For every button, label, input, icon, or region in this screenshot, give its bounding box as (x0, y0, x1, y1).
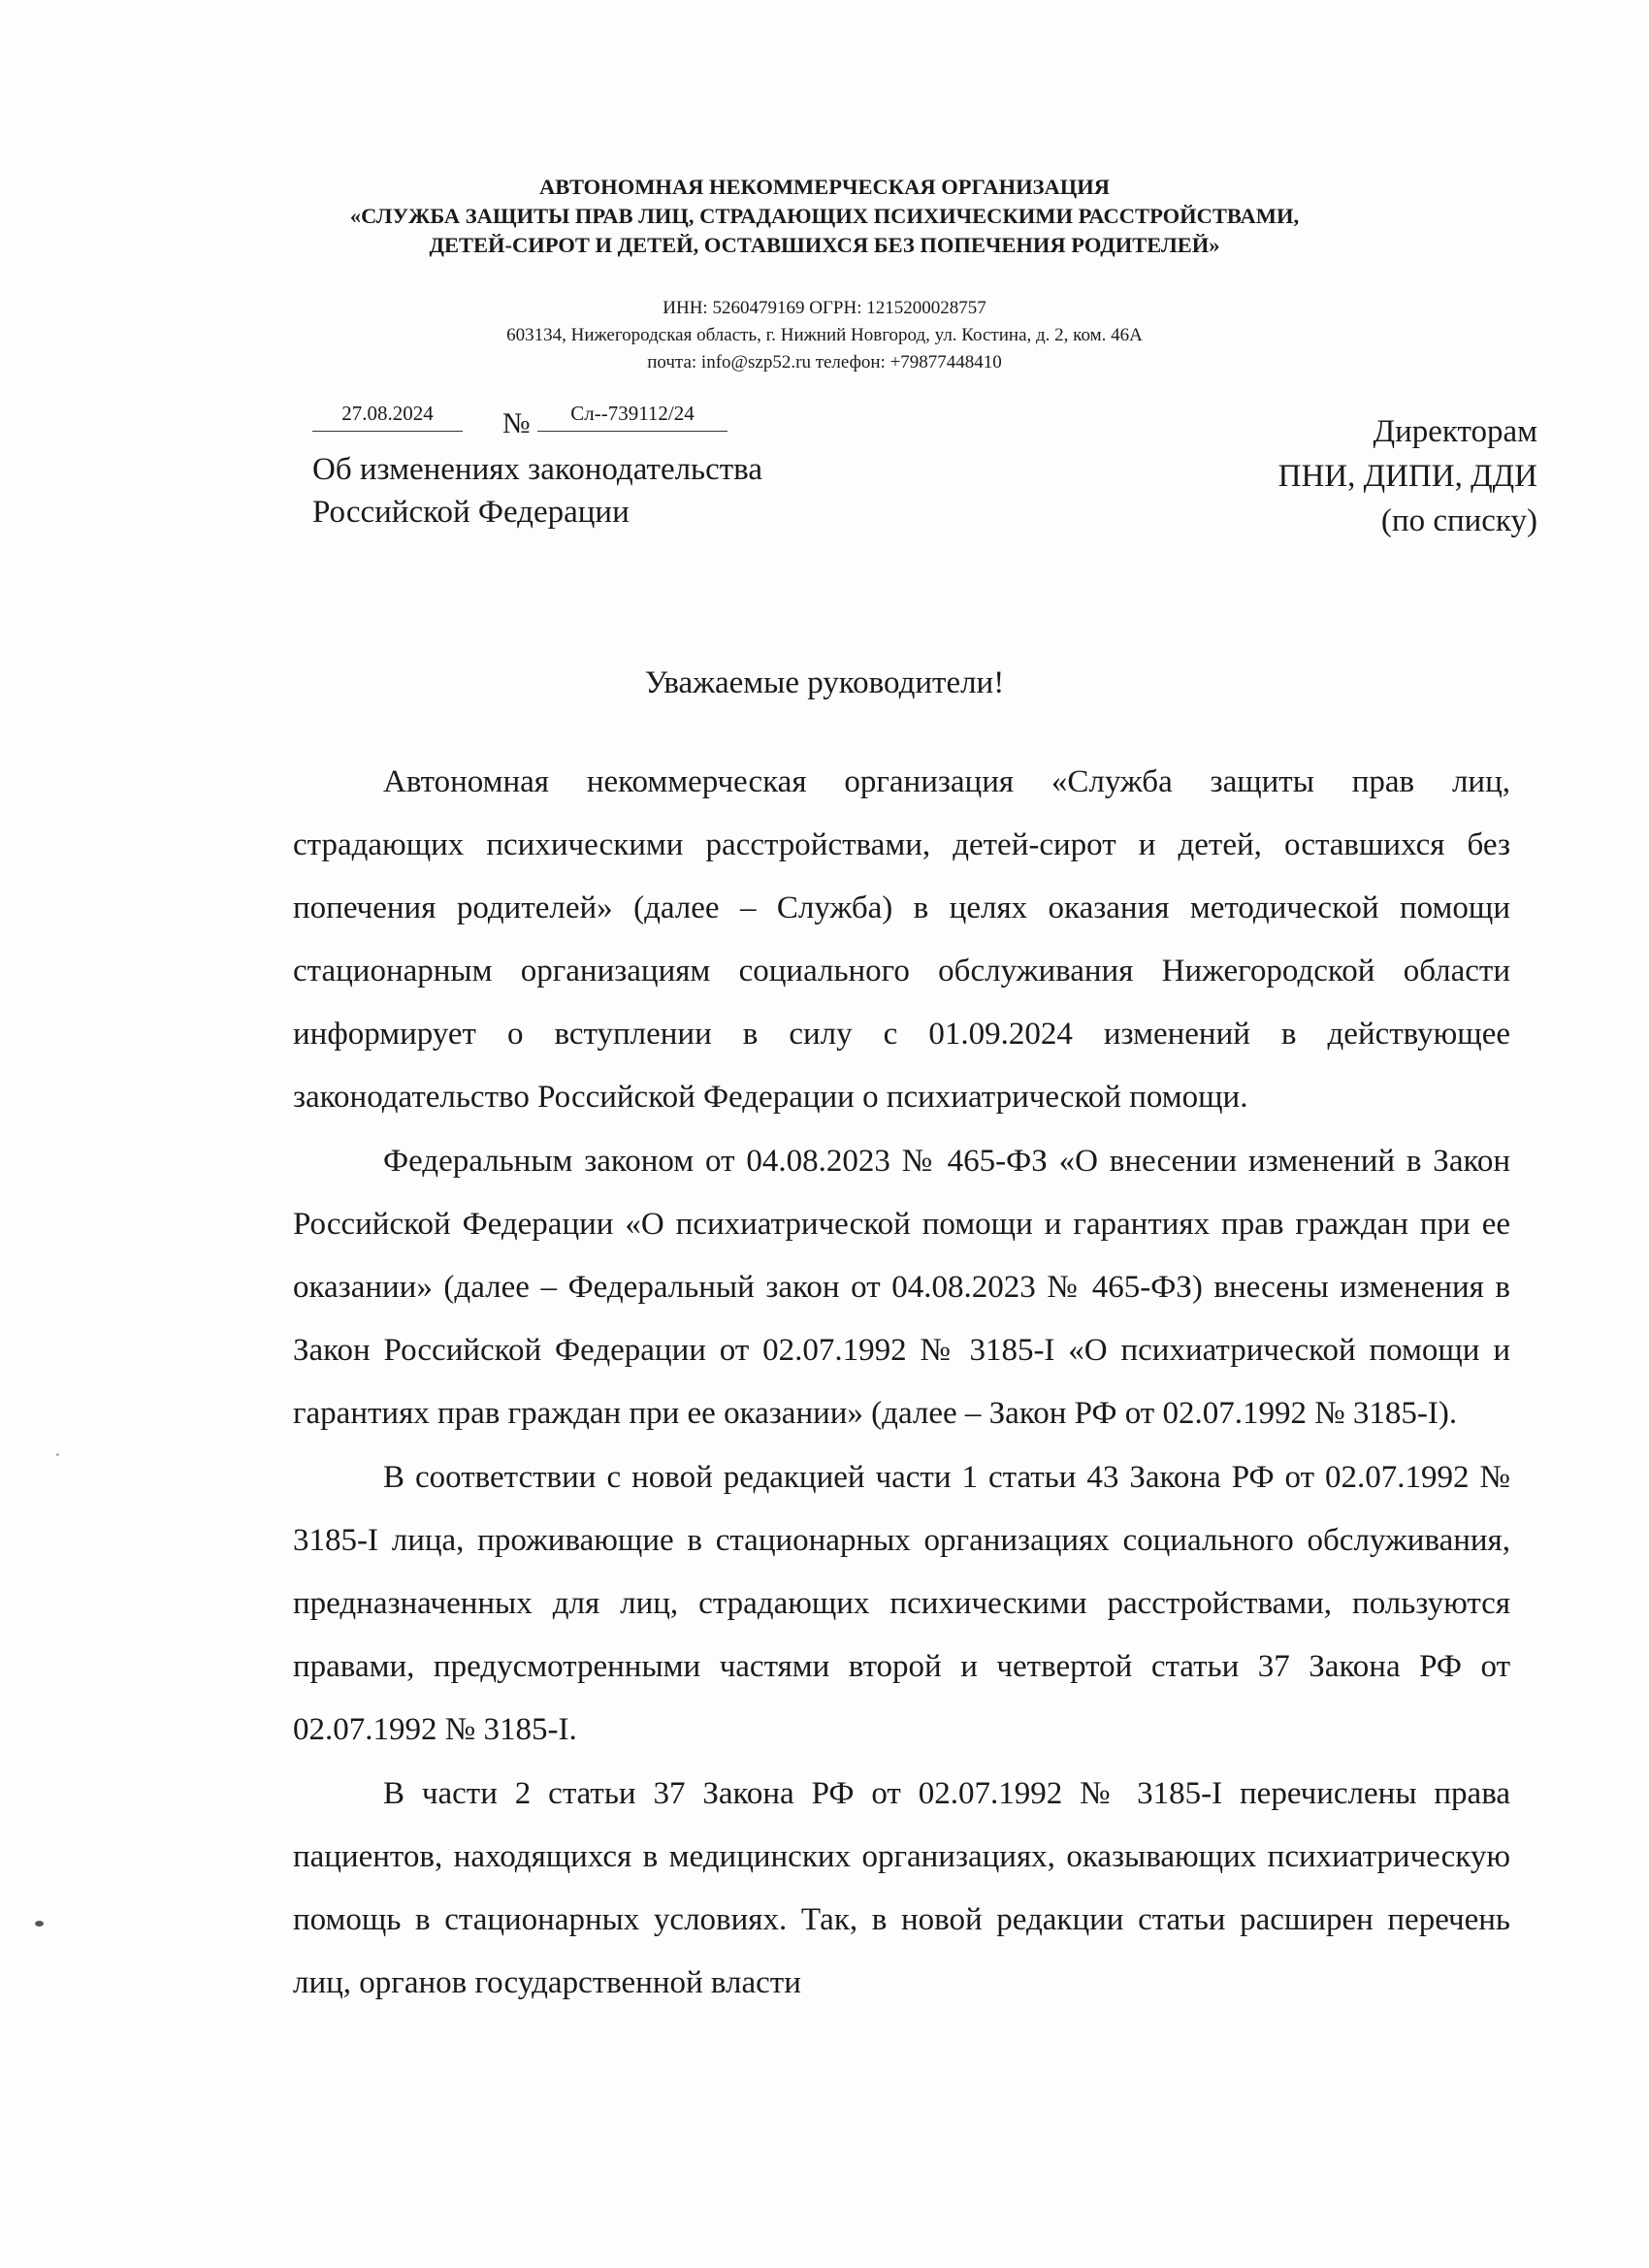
letter-date-underline (312, 431, 463, 432)
addressee-line: (по списку) (1380, 503, 1537, 538)
addressee (1278, 409, 1537, 543)
body-paragraph: В соответствии с новой редакцией части 1 статьи 43 Закона РФ от 02.07.1992 № 3185-I лица, проживающие в стационарных организациях социального обслуживания, предназначенных для лиц, страдающих психическими расстройствами, пользуются правами, предусмотренными частями второй и четвертой статьи 37 Закона РФ от 02.07.1992 № 3185-I. (293, 1460, 1510, 1747)
organization-contacts: почта: info@szp52.ru телефон: +79877448410 (647, 352, 1002, 373)
addressee-line: ПНИ, ДИПИ, ДДИ (1277, 459, 1537, 494)
letter-body (293, 751, 1510, 2016)
scan-speck (56, 1453, 59, 1456)
addressee-line: Директорам (1373, 414, 1537, 449)
body-paragraph: В части 2 статьи 37 Закона РФ от 02.07.1992 № 3185-I перечислены права пациентов, находящихся в медицинских организациях, оказывающих психиатрическую помощь в стационарных условиях. Так, в новой редакции статьи расширен перечень лиц, органов государственной власти (293, 1776, 1510, 2000)
letter-subject-line: Российской Федерации (312, 495, 630, 530)
greeting: Уважаемые руководители! (644, 665, 1005, 700)
organization-name (0, 173, 1649, 260)
body-paragraph: Федеральным законом от 04.08.2023 № 465-ФЗ «О внесении изменений в Закон Российской Федерации «О психиатрической помощи и гарантиях прав граждан при ее оказании» (далее – Федеральный закон от 04.08.2023 № 465-ФЗ) внесены изменения в Закон Российской Федерации от 02.07.1992 № 3185-I «О психиатрической помощи и гарантиях прав граждан при ее оказании» (далее – Закон РФ от 02.07.1992 № 3185-I). (293, 1144, 1510, 1431)
organization-address: 603134, Нижегородская область, г. Нижний Новгород, ул. Костина, д. 2, ком. 46А (506, 325, 1143, 345)
letter-subject-line: Об изменениях законодательства (312, 452, 762, 487)
letter-date: 27.08.2024 (341, 402, 434, 425)
organization-name-line: АВТОНОМНАЯ НЕКОММЕРЧЕСКАЯ ОРГАНИЗАЦИЯ (539, 175, 1110, 199)
organization-name-line: ДЕТЕЙ-СИРОТ И ДЕТЕЙ, ОСТАВШИХСЯ БЕЗ ПОПЕЧЕНИЯ РОДИТЕЛЕЙ» (429, 233, 1220, 257)
organization-name-line: «СЛУЖБА ЗАЩИТЫ ПРАВ ЛИЦ, СТРАДАЮЩИХ ПСИХИЧЕСКИМИ РАССТРОЙСТВАМИ, (349, 204, 1300, 228)
letter-subject (312, 448, 762, 534)
letter-number: Сл--739112/24 (570, 402, 695, 425)
organization-details (0, 295, 1649, 376)
letter-number-underline (537, 431, 728, 432)
body-paragraph: Автономная некоммерческая организация «Служба защиты прав лиц, страдающих психическими расстройствами, детей-сирот и детей, оставшихся без попечения родителей» (далее – Служба) в целях оказания методической помощи стационарным организациям социального обслуживания Нижегородской области информирует о вступлении в силу с 01.09.2024 изменений в действующее законодательство Российской Федерации о психиатрической помощи. (293, 764, 1510, 1115)
organization-registration: ИНН: 5260479169 ОГРН: 1215200028757 (663, 298, 986, 318)
scan-speck (35, 1921, 44, 1927)
letter-number-sign: № (502, 407, 531, 439)
